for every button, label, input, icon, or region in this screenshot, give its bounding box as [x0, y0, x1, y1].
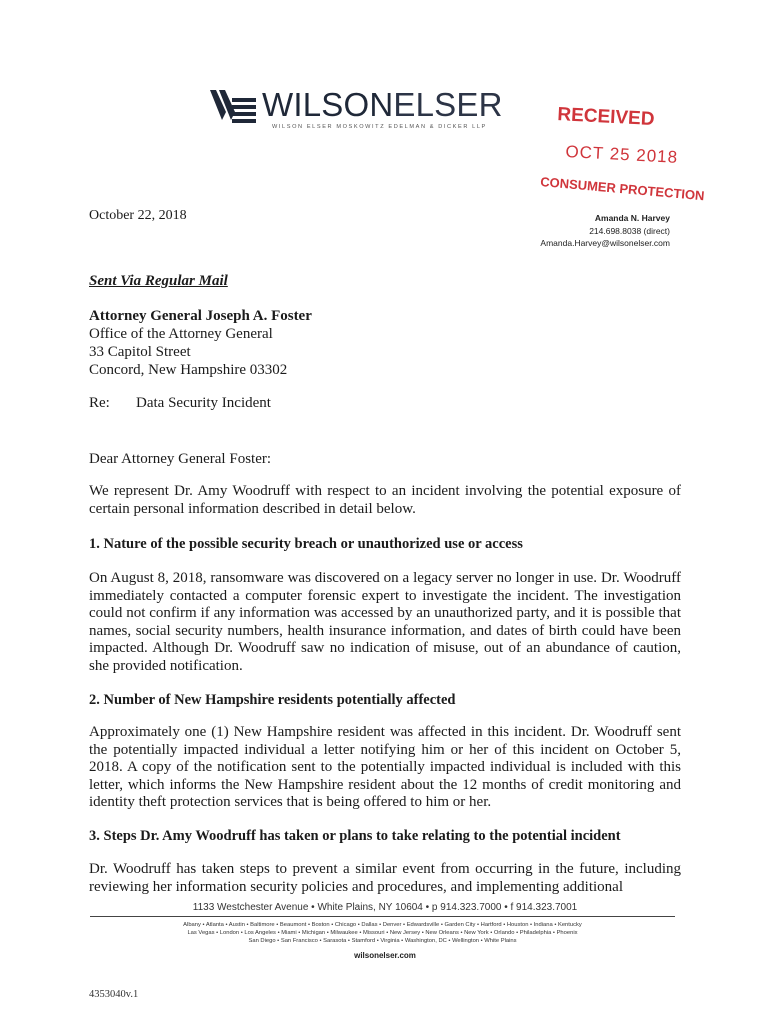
footer-cities-line-2: Las Vegas • London • Los Angeles • Miami • Michigan • Milwaukee • Missouri • New Jersey • New Orleans • New York • Orlando • Philadelphia • Phoenix [187, 929, 578, 936]
footer-cities-line-1: Albany • Atlanta • Austin • Baltimore • Beaumont • Boston • Chicago • Dallas • Denver • Edwardsville • Garden City • Hartford • Houston • Indiana • Kentucky [183, 922, 582, 928]
re-line [89, 395, 271, 412]
received-stamp-department: CONSUMER PROTECTION [539, 174, 706, 204]
firm-full-name: WILSON ELSER MOSKOWITZ EDELMAN & DICKER LLP [272, 124, 487, 130]
recipient-address [89, 307, 312, 379]
wilson-elser-logo-icon [210, 90, 258, 126]
footer-cities [90, 922, 675, 945]
re-label: Re: [89, 395, 110, 411]
salutation: Dear Attorney General Foster: [89, 451, 272, 467]
footer-address: 1133 Westchester Avenue • White Plains, NY 10604 • p 914.323.7000 • f 914.323.7001 [192, 902, 578, 913]
sender-email: Amanda.Harvey@wilsonelser.com [540, 238, 670, 248]
sender-phone: 214.698.8038 (direct) [589, 225, 670, 236]
section-2-heading: 2. Number of New Hampshire residents potentially affected [89, 692, 456, 708]
firm-name [262, 86, 503, 124]
sender-name: Amanda N. Harvey [594, 213, 670, 223]
section-1-heading: 1. Nature of the possible security breach or unauthorized use or access [89, 536, 523, 552]
intro-paragraph: We represent Dr. Amy Woodruff with respect to an incident involving the potential exposure of certain personal information described in detail below. [89, 483, 681, 517]
recipient-city: Concord, New Hampshire 03302 [89, 362, 288, 378]
letter-date: October 22, 2018 [89, 208, 187, 223]
recipient-street: 33 Capitol Street [89, 344, 191, 360]
received-stamp: RECEIVED [556, 104, 656, 131]
footer-divider [90, 916, 675, 917]
recipient-office: Office of the Attorney General [89, 326, 273, 342]
section-3-heading: 3. Steps Dr. Amy Woodruff has taken or plans to take relating to the potential incident [89, 828, 621, 844]
footer-website: wilsonelser.com [354, 951, 416, 960]
firm-name-light: ELSER [393, 86, 503, 123]
section-1-body: On August 8, 2018, ransomware was discovered on a legacy server no longer in use. Dr. Woodruff immediately contacted a computer forensic expert to investigate the incident. The investigation could not confirm if any information was accessed by an unauthorized party, and it is possible that names, social security numbers, health insurance information, and dates of birth could have been impacted. Although Dr. Woodruff saw no indication of misuse, out of an abundance of caution, she provided notification. [89, 570, 681, 674]
delivery-method: Sent Via Regular Mail [89, 273, 228, 289]
section-2-body: Approximately one (1) New Hampshire resident was affected in this incident. Dr. Woodruff sent the potentially impacted individual a letter notifying him or her of this incident on October 5, 2018. A copy of the notification sent to the potentially impacted individual is included with this letter, which informs the New Hampshire resident about the 12 months of credit monitoring and identity theft protection services that is being offered to him or her. [89, 724, 681, 811]
document-id: 4353040v.1 [89, 989, 139, 1000]
section-3-body: Dr. Woodruff has taken steps to prevent a similar event from occurring in the future, including reviewing her information security policies and procedures, and implementing additional [89, 861, 681, 895]
sender-block [540, 212, 670, 250]
footer-cities-line-3: San Diego • San Francisco • Sarasota • Stamford • Virginia • Washington, DC • Wellington • White Plains [248, 937, 517, 944]
recipient-name: Attorney General Joseph A. Foster [89, 308, 312, 324]
re-subject: Data Security Incident [136, 395, 271, 411]
firm-name-bold: WILSON [262, 86, 394, 123]
received-stamp-date: OCT 25 2018 [565, 142, 679, 167]
